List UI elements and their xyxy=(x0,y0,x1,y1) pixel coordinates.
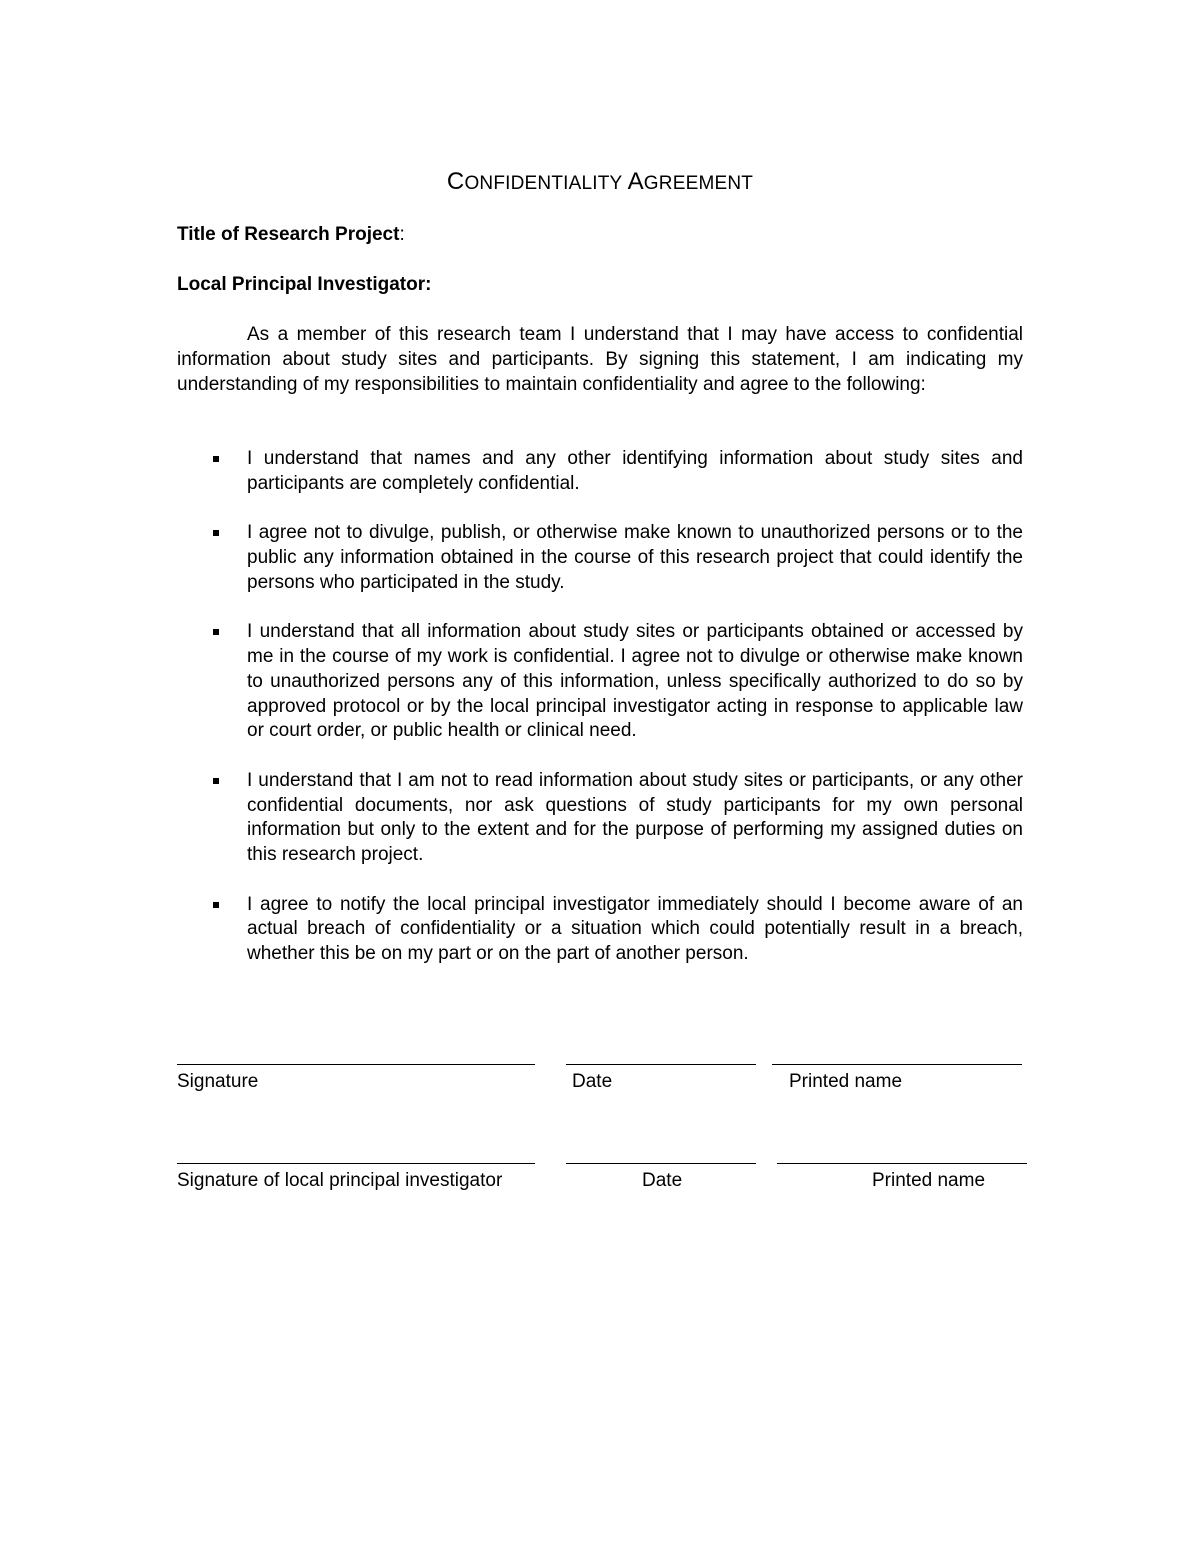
signature-row-investigator xyxy=(0,1162,1200,1222)
signature-line[interactable] xyxy=(177,1063,535,1065)
investigator-date-line[interactable] xyxy=(566,1162,756,1164)
intro-paragraph: As a member of this research team I understand that I may have access to confidential information about study sites and participants. By signing this statement, I am indicating my understanding of my responsibilities to maintain confidentiality and agree to the following: xyxy=(177,324,1023,395)
square-bullet-icon xyxy=(213,629,219,635)
signature-label: Signature xyxy=(177,1071,259,1092)
title-initial-c: C xyxy=(446,168,465,195)
project-title-colon: : xyxy=(399,224,405,245)
investigator-field xyxy=(177,274,431,296)
title-part-2: GREEMENT xyxy=(643,173,754,194)
agreement-item xyxy=(177,521,1023,595)
title-initial-a: A xyxy=(627,168,644,195)
agreement-item-text: I understand that I am not to read information about study sites or participants, or any other confidential documents, nor ask questions of study participants for my own personal information but only to the extent and for the purpose of performing my assigned duties on this research project. xyxy=(247,769,1023,866)
square-bullet-icon xyxy=(213,456,219,462)
agreement-item-text: I understand that all information about study sites or participants obtained or accessed by me in the course of my work is confidential. I agree not to divulge or otherwise make known to unauthorized persons any of this information, unless specifically authorized to do so by approved protocol or by the local principal investigator acting in response to applicable law or court order, or public health or clinical need. xyxy=(247,621,1023,742)
square-bullet-icon xyxy=(213,778,219,784)
project-title-field xyxy=(177,224,405,246)
agreement-list xyxy=(177,447,1023,992)
project-title-label: Title of Research Project xyxy=(177,224,400,245)
printed-name-label: Printed name xyxy=(789,1071,903,1092)
investigator-signature-line[interactable] xyxy=(177,1162,535,1164)
agreement-item-text: I agree to notify the local principal investigator immediately should I become aware of an actual breach of confidentiality or a situation which could potentially result in a breach, whether this be on my part or on the part of another person. xyxy=(247,893,1023,965)
square-bullet-icon xyxy=(213,530,219,536)
investigator-signature-label: Signature of local principal investigator xyxy=(177,1170,503,1191)
agreement-item xyxy=(177,769,1023,868)
date-line[interactable] xyxy=(566,1063,756,1065)
document-title xyxy=(0,168,1200,196)
agreement-item xyxy=(177,447,1023,497)
title-part-1: ONFIDENTIALITY xyxy=(464,173,628,194)
signature-row-participant xyxy=(0,1063,1200,1123)
investigator-printed-name-label: Printed name xyxy=(872,1170,986,1191)
square-bullet-icon xyxy=(213,902,219,908)
agreement-item-text: I understand that names and any other identifying information about study sites and participants are completely confidential. xyxy=(247,448,1023,494)
investigator-printed-name-line[interactable] xyxy=(777,1162,1027,1164)
printed-name-line[interactable] xyxy=(772,1063,1022,1065)
investigator-date-label: Date xyxy=(642,1170,683,1191)
agreement-item xyxy=(177,893,1023,967)
investigator-label: Local Principal Investigator: xyxy=(177,274,432,295)
agreement-item-text: I agree not to divulge, publish, or otherwise make known to unauthorized persons or to the public any information obtained in the course of this research project that could identify the persons who participated in the study. xyxy=(247,522,1023,593)
agreement-item xyxy=(177,620,1023,744)
date-label: Date xyxy=(572,1071,613,1092)
